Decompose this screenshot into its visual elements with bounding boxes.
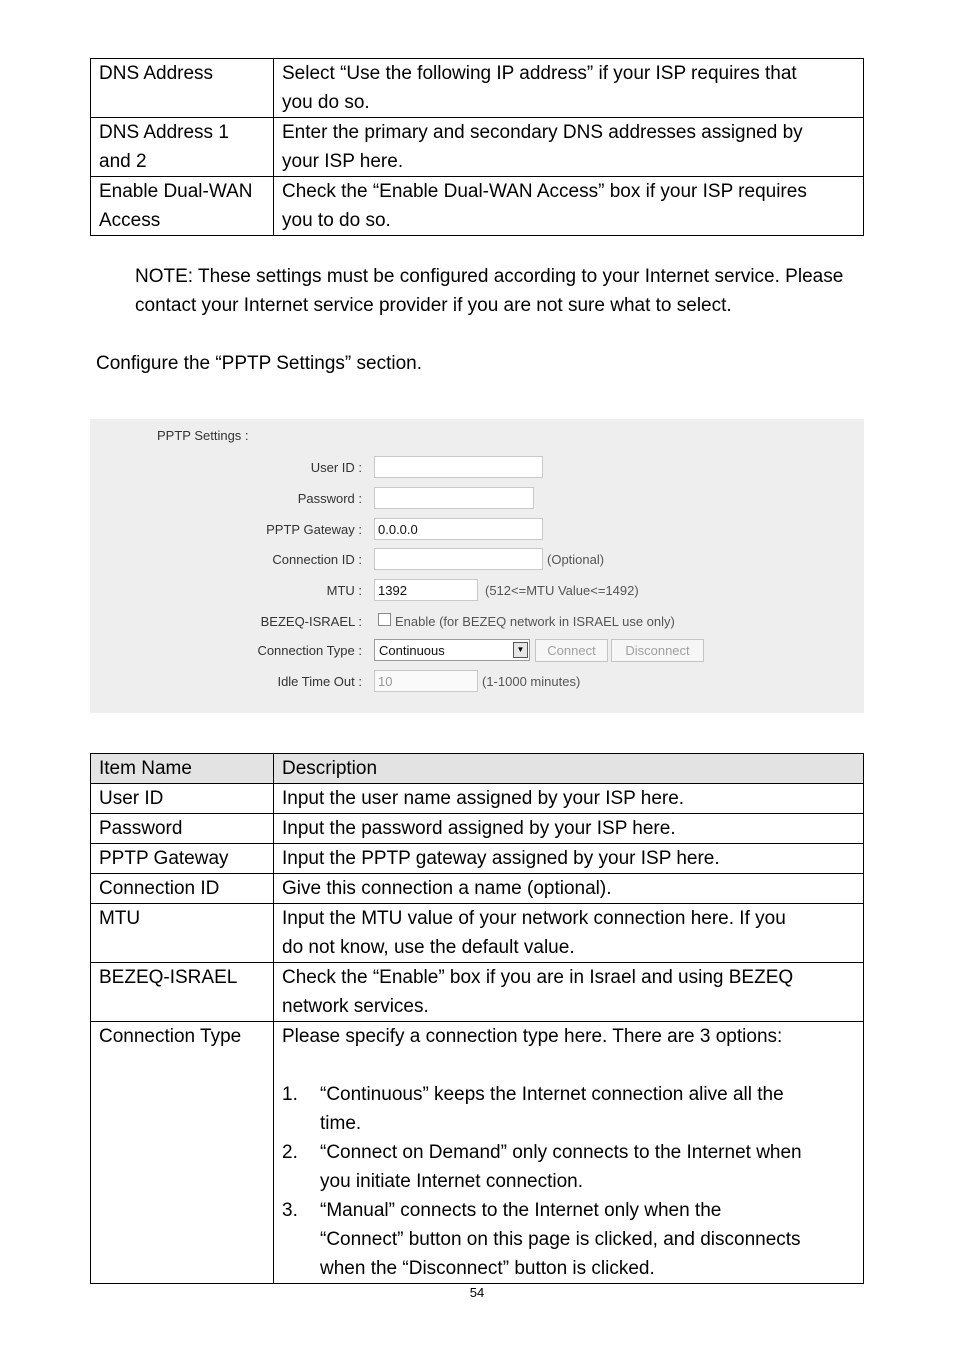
header-item-name: Item Name	[91, 754, 274, 784]
item-desc-line: do not know, use the default value.	[282, 937, 575, 958]
item-name: Access	[99, 210, 161, 231]
mtu-row	[90, 579, 864, 603]
item-desc-cell	[274, 177, 864, 236]
connection-id-input[interactable]	[374, 548, 543, 570]
item-name: MTU	[91, 904, 274, 963]
option-number: 3.	[282, 1200, 298, 1221]
bezeq-row	[90, 610, 864, 634]
spacer	[282, 1051, 855, 1080]
pptp-gateway-label: PPTP Gateway :	[266, 522, 362, 537]
option-item	[282, 1138, 855, 1196]
connection-id-hint: (Optional)	[547, 552, 605, 567]
item-desc: Give this connection a name (optional).	[274, 874, 864, 904]
page-number: 54	[469, 1285, 485, 1300]
connection-type-label: Connection Type :	[257, 643, 362, 658]
item-desc-line: Select “Use the following IP address” if your ISP requires that	[282, 63, 797, 84]
option-line: time.	[320, 1113, 362, 1134]
item-name: DNS Address	[99, 63, 214, 84]
item-name-cell	[91, 59, 274, 118]
user-id-input[interactable]	[374, 456, 543, 478]
mtu-label: MTU :	[326, 583, 362, 598]
table-row	[91, 118, 864, 177]
table-row	[91, 904, 864, 963]
user-id-label: User ID :	[310, 460, 362, 475]
idle-time-hint: (1-1000 minutes)	[482, 674, 581, 689]
connection-type-row	[90, 639, 864, 663]
table-row	[91, 874, 864, 904]
item-name: PPTP Gateway	[91, 844, 274, 874]
option-item	[282, 1196, 855, 1283]
option-line: “Manual” connects to the Internet only when the	[320, 1200, 722, 1221]
option-number: 2.	[282, 1142, 298, 1163]
connection-id-label: Connection ID :	[272, 552, 362, 567]
mtu-hint: (512<=MTU Value<=1492)	[485, 583, 639, 598]
item-name: Password	[91, 814, 274, 844]
password-label: Password :	[297, 491, 362, 506]
item-name: Connection Type	[91, 1022, 274, 1284]
connection-type-intro: Please specify a connection type here. There are 3 options:	[282, 1026, 783, 1047]
password-row	[90, 487, 864, 511]
option-line: “Continuous” keeps the Internet connection alive all the	[320, 1084, 784, 1105]
table-row	[91, 844, 864, 874]
item-desc-line: your ISP here.	[282, 151, 404, 172]
pptp-gateway-input[interactable]	[374, 518, 543, 540]
table-row	[91, 963, 864, 1022]
item-name: DNS Address 1	[99, 122, 229, 143]
table-row	[91, 784, 864, 814]
table-header-row	[91, 754, 864, 784]
item-desc-cell	[274, 904, 864, 963]
configure-instruction: Configure the “PPTP Settings” section.	[96, 353, 422, 374]
table-row	[91, 814, 864, 844]
idle-time-row	[90, 670, 864, 694]
item-name: Connection ID	[91, 874, 274, 904]
note-line: NOTE: These settings must be configured according to your Internet service. Please	[135, 266, 844, 287]
option-item	[282, 1080, 855, 1138]
item-desc-cell	[274, 963, 864, 1022]
item-desc: Input the PPTP gateway assigned by your ISP here.	[274, 844, 864, 874]
item-desc-line: Input the MTU value of your network connection here. If you	[282, 908, 786, 929]
dns-settings-table	[90, 58, 864, 236]
item-desc-cell	[274, 118, 864, 177]
item-desc-line: Check the “Enable” box if you are in Israel and using BEZEQ	[282, 967, 794, 988]
dropdown-arrow-icon[interactable]: ▼	[513, 642, 528, 658]
item-desc-line: network services.	[282, 996, 429, 1017]
item-desc-cell	[274, 1022, 864, 1284]
option-line: when the “Disconnect” button is clicked.	[320, 1258, 655, 1279]
pptp-description-table	[90, 753, 864, 1284]
connection-id-row	[90, 548, 864, 572]
option-line: “Connect on Demand” only connects to the Internet when	[320, 1142, 802, 1163]
idle-time-input[interactable]	[374, 670, 478, 692]
item-desc: Input the password assigned by your ISP here.	[274, 814, 864, 844]
idle-time-label: Idle Time Out :	[277, 674, 362, 689]
option-number: 1.	[282, 1084, 298, 1105]
item-desc-line: Enter the primary and secondary DNS addresses assigned by	[282, 122, 803, 143]
item-desc-line: you do so.	[282, 92, 370, 113]
password-input[interactable]	[374, 487, 534, 509]
item-name: BEZEQ-ISRAEL	[91, 963, 274, 1022]
item-name-cell	[91, 118, 274, 177]
item-name: and 2	[99, 151, 147, 172]
pptp-gateway-row	[90, 518, 864, 542]
option-line: you initiate Internet connection.	[320, 1171, 584, 1192]
item-name-cell	[91, 177, 274, 236]
mtu-input[interactable]	[374, 579, 478, 601]
table-row	[91, 1022, 864, 1284]
connection-type-value: Continuous	[379, 643, 445, 658]
bezeq-label: BEZEQ-ISRAEL :	[260, 614, 362, 629]
note-line: contact your Internet service provider if you are not sure what to select.	[135, 295, 732, 316]
user-id-row	[90, 456, 864, 480]
option-line: “Connect” button on this page is clicked, and disconnects	[320, 1229, 801, 1250]
item-name: User ID	[91, 784, 274, 814]
section-title: PPTP Settings :	[157, 428, 249, 443]
bezeq-checkbox[interactable]	[378, 613, 391, 626]
connect-button[interactable]: Connect	[535, 639, 608, 662]
item-desc-line: Check the “Enable Dual-WAN Access” box if your ISP requires	[282, 181, 807, 202]
item-name: Enable Dual-WAN	[99, 181, 253, 202]
header-description: Description	[274, 754, 864, 784]
bezeq-checkbox-label: Enable (for BEZEQ network in ISRAEL use only)	[395, 614, 675, 629]
connection-type-select[interactable]	[374, 639, 530, 661]
table-row	[91, 59, 864, 118]
note-paragraph	[135, 262, 915, 320]
table-row	[91, 177, 864, 236]
item-desc-line: you to do so.	[282, 210, 391, 231]
pptp-settings-panel	[90, 419, 864, 713]
item-desc-cell	[274, 59, 864, 118]
item-desc: Input the user name assigned by your ISP here.	[274, 784, 864, 814]
disconnect-button[interactable]: Disconnect	[611, 639, 704, 662]
